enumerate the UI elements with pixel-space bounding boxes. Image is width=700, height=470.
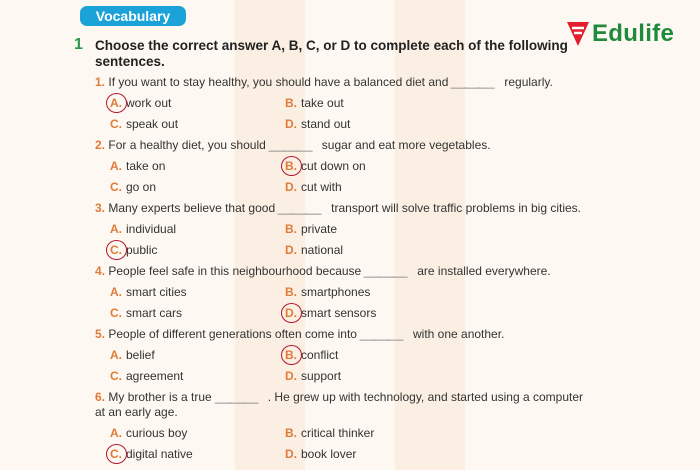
option-letter [285, 117, 297, 131]
option-letter [110, 222, 122, 236]
question-segment: . He grew up with technology, and started using a computer [267, 390, 584, 404]
question-number: 4. [95, 264, 106, 278]
question-segment: For a healthy diet, you should [108, 138, 266, 152]
question-segment: If you want to stay healthy, you should have a balanced diet and [108, 75, 449, 89]
option-letter-text: B. [285, 285, 297, 299]
question-segment: regularly. [504, 75, 553, 89]
option-text: private [301, 222, 338, 236]
option-text: take on [126, 159, 166, 173]
answer-blank [278, 201, 328, 215]
answer-blank [360, 327, 410, 341]
option-letter-text: B. [285, 222, 297, 236]
option-text: individual [126, 222, 177, 236]
option-b[interactable] [285, 222, 337, 236]
answer-blank [364, 264, 414, 278]
question-segment: transport will solve traffic problems in big cities. [331, 201, 582, 215]
option-text: smart sensors [301, 306, 377, 320]
section-badge: Vocabulary [80, 6, 186, 26]
question-text [95, 390, 583, 404]
option-text: curious boy [126, 426, 188, 440]
option-text: critical thinker [301, 426, 375, 440]
option-d[interactable] [285, 306, 376, 320]
option-letter-text: C. [110, 306, 122, 320]
logo-text: Edulife [592, 20, 675, 47]
option-text: digital native [126, 447, 193, 461]
exercise-number: 1 [74, 36, 83, 53]
question-segment: with one another. [412, 327, 505, 341]
option-b[interactable] [285, 96, 344, 110]
option-text: support [301, 369, 342, 383]
question-segment: sugar and eat more vegetables. [321, 138, 491, 152]
option-a[interactable] [110, 285, 187, 299]
option-c[interactable] [110, 369, 183, 383]
option-text: cut with [301, 180, 342, 194]
option-text: smart cars [126, 306, 183, 320]
option-letter-text: A. [110, 159, 122, 173]
answer-blank-line: ___ [364, 264, 406, 278]
option-b[interactable] [285, 348, 338, 362]
option-c[interactable] [110, 117, 178, 131]
option-letter [285, 348, 297, 362]
option-letter [285, 426, 297, 440]
answer-blank-line: ___ [278, 201, 320, 215]
option-letter-text: D. [285, 447, 297, 461]
option-letter [110, 159, 122, 173]
option-letter-text: B. [285, 426, 297, 440]
option-text: work out [126, 96, 172, 110]
option-letter [285, 243, 297, 257]
option-letter [110, 426, 122, 440]
option-a[interactable] [110, 222, 176, 236]
option-text: smartphones [301, 285, 371, 299]
question-text [95, 138, 491, 152]
option-text: public [126, 243, 158, 257]
option-letter-text: D. [285, 306, 297, 320]
option-text: stand out [301, 117, 351, 131]
option-d[interactable] [285, 117, 350, 131]
question-text [95, 327, 504, 341]
question-segment: People feel safe in this neighbourhood because [108, 264, 362, 278]
question-number: 6. [95, 390, 106, 404]
answer-blank-line: ___ [451, 75, 493, 89]
option-text: cut down on [301, 159, 366, 173]
option-letter [110, 96, 122, 110]
option-d[interactable] [285, 369, 341, 383]
option-letter [285, 222, 297, 236]
option-letter [285, 180, 297, 194]
option-letter-text: C. [110, 117, 122, 131]
option-letter [110, 180, 122, 194]
question-text [95, 201, 581, 215]
option-letter-text: D. [285, 243, 297, 257]
answer-circle-mark [281, 156, 302, 176]
option-letter [285, 285, 297, 299]
answer-blank-line: ___ [268, 138, 310, 152]
question-segment: People of different generations often come into [108, 327, 357, 341]
question-number: 3. [95, 201, 106, 215]
answer-blank [215, 390, 265, 404]
option-d[interactable] [285, 243, 343, 257]
option-letter-text: B. [285, 96, 297, 110]
option-letter [110, 447, 122, 461]
option-c[interactable] [110, 447, 193, 461]
answer-circle-mark [281, 303, 302, 323]
option-c[interactable] [110, 306, 182, 320]
option-text: speak out [126, 117, 179, 131]
option-letter-text: C. [110, 447, 122, 461]
exercise-instruction: Choose the correct answer A, B, C, or D to complete each of the following sentences. [95, 38, 568, 69]
option-letter-text: B. [285, 159, 297, 173]
option-letter [110, 348, 122, 362]
option-c[interactable] [110, 180, 156, 194]
option-text: go on [126, 180, 157, 194]
answer-circle-mark [106, 444, 127, 464]
answer-circle-mark [106, 93, 127, 113]
question-segment: are installed everywhere. [417, 264, 551, 278]
option-b[interactable] [285, 426, 374, 440]
option-text: belief [126, 348, 155, 362]
option-letter-text: C. [110, 243, 122, 257]
option-text: smart cities [126, 285, 187, 299]
question-text [95, 75, 553, 89]
answer-blank [269, 138, 319, 152]
option-letter-text: A. [110, 222, 122, 236]
option-a[interactable] [110, 426, 187, 440]
option-letter-text: A. [110, 426, 122, 440]
option-letter [110, 285, 122, 299]
question-number: 2. [95, 138, 106, 152]
option-letter [285, 369, 297, 383]
question-number: 1. [95, 75, 106, 89]
answer-circle-mark [106, 240, 127, 260]
question-text [95, 264, 551, 278]
option-letter [285, 447, 297, 461]
option-letter-text: A. [110, 348, 122, 362]
option-a[interactable] [110, 96, 171, 110]
option-a[interactable] [110, 348, 155, 362]
option-c[interactable] [110, 243, 157, 257]
question-segment: Many experts believe that good [108, 201, 276, 215]
option-d[interactable] [285, 180, 342, 194]
question-continuation: at an early age. [95, 405, 178, 419]
option-text: agreement [126, 369, 184, 383]
answer-blank-line: ___ [359, 327, 401, 341]
option-text: take out [301, 96, 344, 110]
option-letter [285, 306, 297, 320]
option-letter-text: D. [285, 369, 297, 383]
option-text: national [301, 243, 344, 257]
option-d[interactable] [285, 447, 356, 461]
option-letter-text: B. [285, 348, 297, 362]
answer-circle-mark [281, 345, 302, 365]
option-letter [110, 117, 122, 131]
option-letter [110, 306, 122, 320]
option-letter-text: D. [285, 117, 297, 131]
option-letter [285, 159, 297, 173]
option-b[interactable] [285, 285, 370, 299]
option-letter [110, 243, 122, 257]
question-number: 5. [95, 327, 106, 341]
option-letter [110, 369, 122, 383]
option-text: conflict [301, 348, 339, 362]
option-a[interactable] [110, 159, 165, 173]
option-b[interactable] [285, 159, 366, 173]
option-letter-text: D. [285, 180, 297, 194]
option-text: book lover [301, 447, 357, 461]
option-letter-text: C. [110, 369, 122, 383]
question-segment: My brother is a true [108, 390, 212, 404]
option-letter-text: C. [110, 180, 122, 194]
option-letter [285, 96, 297, 110]
option-letter-text: A. [110, 285, 122, 299]
answer-blank-line: ___ [214, 390, 256, 404]
answer-blank [451, 75, 501, 89]
option-letter-text: A. [110, 96, 122, 110]
